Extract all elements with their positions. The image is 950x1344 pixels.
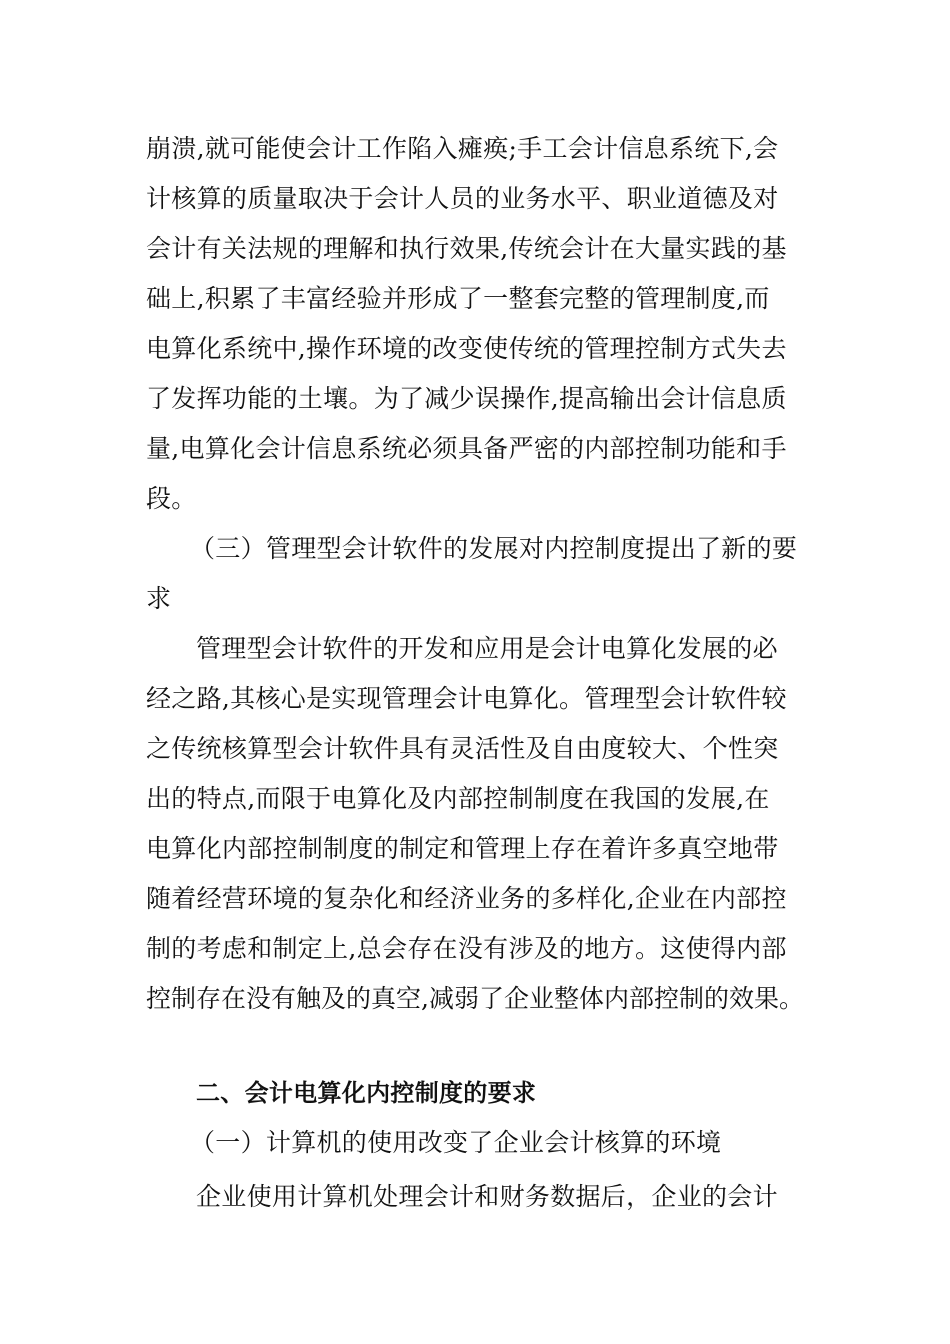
section-heading: 二、会计电算化内控制度的要求 (196, 1079, 537, 1107)
text-line: 量,电算化会计信息系统必须具备严密的内部控制功能和手 (146, 434, 787, 463)
text-line: 随着经营环境的复杂化和经济业务的多样化,企业在内部控 (146, 884, 787, 913)
text-line: 制的考虑和制定上,总会存在没有涉及的地方。这使得内部 (146, 934, 787, 963)
text-line: 出的特点,而限于电算化及内部控制制度在我国的发展,在 (146, 784, 770, 813)
text-line: 会计有关法规的理解和执行效果,传统会计在大量实践的基 (146, 234, 787, 263)
text-line: 之传统核算型会计软件具有灵活性及自由度较大、个性突 (146, 734, 779, 763)
text-line: 电算化系统中,操作环境的改变使传统的管理控制方式失去 (146, 334, 787, 363)
subheading-line: （一）计算机的使用改变了企业会计核算的环境 (190, 1128, 722, 1157)
text-line: 段。 (146, 484, 197, 513)
subheading-line: （三）管理型会计软件的发展对内控制度提出了新的要 (190, 534, 798, 563)
subheading-line: 求 (146, 584, 172, 613)
text-line: 崩溃,就可能使会计工作陷入瘫痪;手工会计信息系统下,会 (146, 134, 779, 163)
text-line: 础上,积累了丰富经验并形成了一整套完整的管理制度,而 (146, 284, 770, 313)
text-line: 控制存在没有触及的真空,减弱了企业整体内部控制的效果。 (146, 984, 804, 1013)
text-line: 了发挥功能的土壤。为了减少误操作,提高输出会计信息质 (146, 384, 787, 413)
text-line: 电算化内部控制制度的制定和管理上存在着许多真空地带 (146, 834, 779, 863)
text-line: 企业使用计算机处理会计和财务数据后，企业的会计 (196, 1182, 778, 1211)
text-line: 计核算的质量取决于会计人员的业务水平、职业道德及对 (146, 184, 779, 213)
text-line: 经之路,其核心是实现管理会计电算化。管理型会计软件较 (146, 684, 787, 713)
text-line: 管理型会计软件的开发和应用是会计电算化发展的必 (196, 634, 778, 663)
